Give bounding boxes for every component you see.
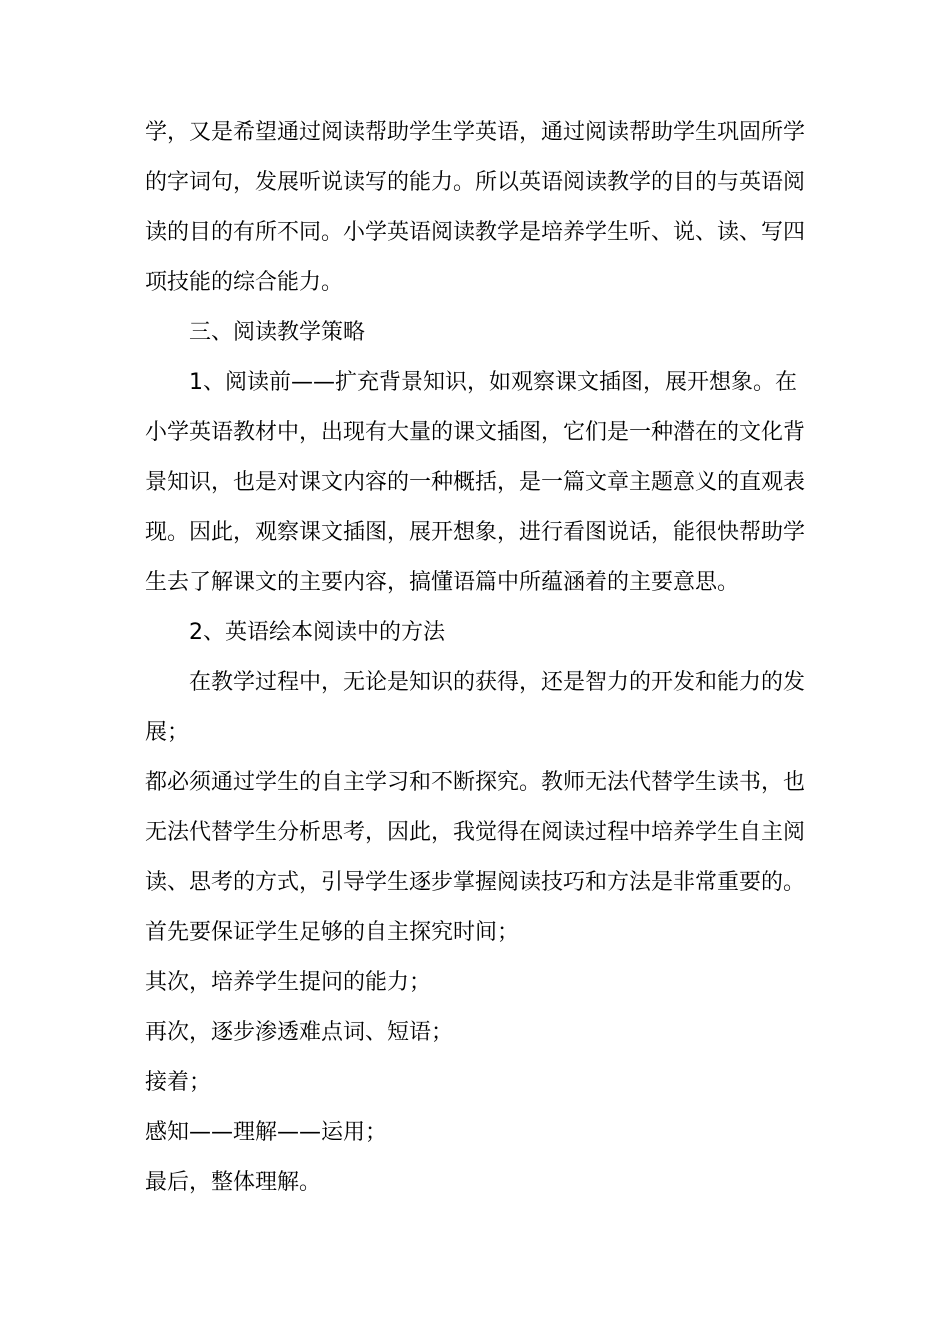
text-line: 生去了解课文的主要内容，搞懂语篇中所蕴涵着的主要意思。 [145, 570, 740, 595]
subsection-heading: 2、英语绘本阅读中的方法 [189, 620, 445, 645]
text-line: 最后，整体理解。 [145, 1170, 322, 1195]
text-line: 项技能的综合能力。 [145, 270, 344, 295]
text-line: 其次，培养学生提问的能力； [145, 970, 432, 995]
text-line: 的字词句，发展听说读写的能力。所以英语阅读教学的目的与英语阅 [145, 170, 806, 195]
text-line: 读的目的有所不同。小学英语阅读教学是培养学生听、说、读、写四 [145, 220, 806, 245]
text-line: 都必须通过学生的自主学习和不断探究。教师无法代替学生读书，也 [145, 770, 806, 795]
text-line: 展； [145, 720, 190, 745]
section-heading: 三、阅读教学策略 [189, 320, 366, 345]
text-line: 再次，逐步渗透难点词、短语； [145, 1020, 454, 1045]
text-line: 现。因此，观察课文插图，展开想象，进行看图说话，能很快帮助学 [145, 520, 806, 545]
text-line: 首先要保证学生足够的自主探究时间； [145, 920, 520, 945]
text-line: 感知——理解——运用； [145, 1120, 388, 1145]
text-line: 景知识，也是对课文内容的一种概括，是一篇文章主题意义的直观表 [145, 470, 806, 495]
text-line: 无法代替学生分析思考，因此，我觉得在阅读过程中培养学生自主阅 [145, 820, 806, 845]
text-line: 读、思考的方式，引导学生逐步掌握阅读技巧和方法是非常重要的。 [145, 870, 806, 895]
text-line: 接着； [145, 1070, 212, 1095]
text-line: 在教学过程中，无论是知识的获得，还是智力的开发和能力的发 [189, 670, 806, 695]
text-line: 小学英语教材中，出现有大量的课文插图，它们是一种潜在的文化背 [145, 420, 806, 445]
text-line: 1、阅读前——扩充背景知识，如观察课文插图，展开想象。在 [189, 370, 797, 395]
text-line: 学，又是希望通过阅读帮助学生学英语，通过阅读帮助学生巩固所学 [145, 120, 806, 145]
